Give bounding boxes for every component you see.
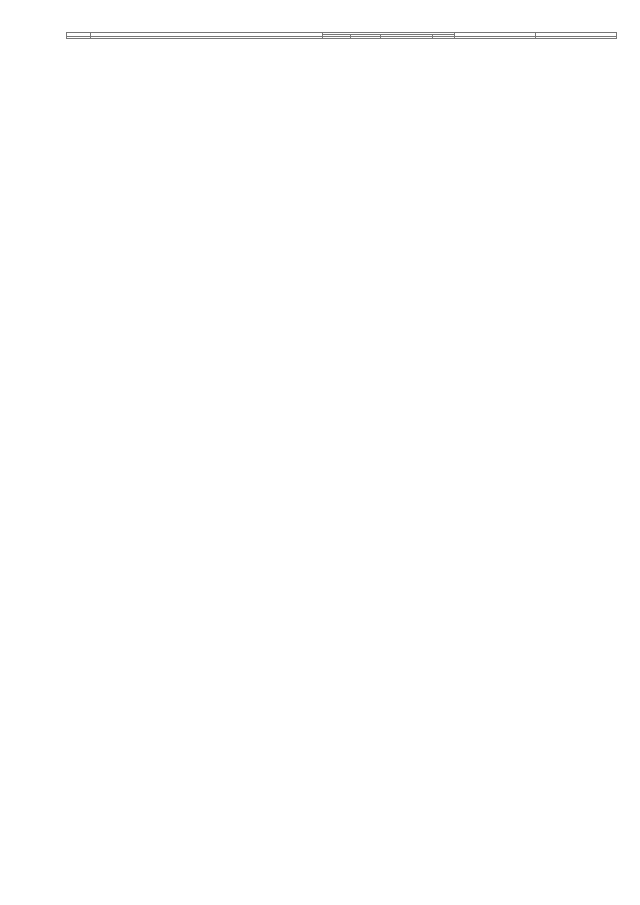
index-cell [67,37,91,39]
index-cell [455,37,536,39]
table-header [67,33,617,39]
index-cell [91,37,323,39]
budget-table [66,32,617,39]
index-cell [381,37,433,39]
budget-table-wrapper [66,32,616,39]
index-cell [433,37,455,39]
index-cell [323,37,351,39]
index-cell [351,37,381,39]
index-cell [536,37,617,39]
header-index-row [67,37,617,39]
